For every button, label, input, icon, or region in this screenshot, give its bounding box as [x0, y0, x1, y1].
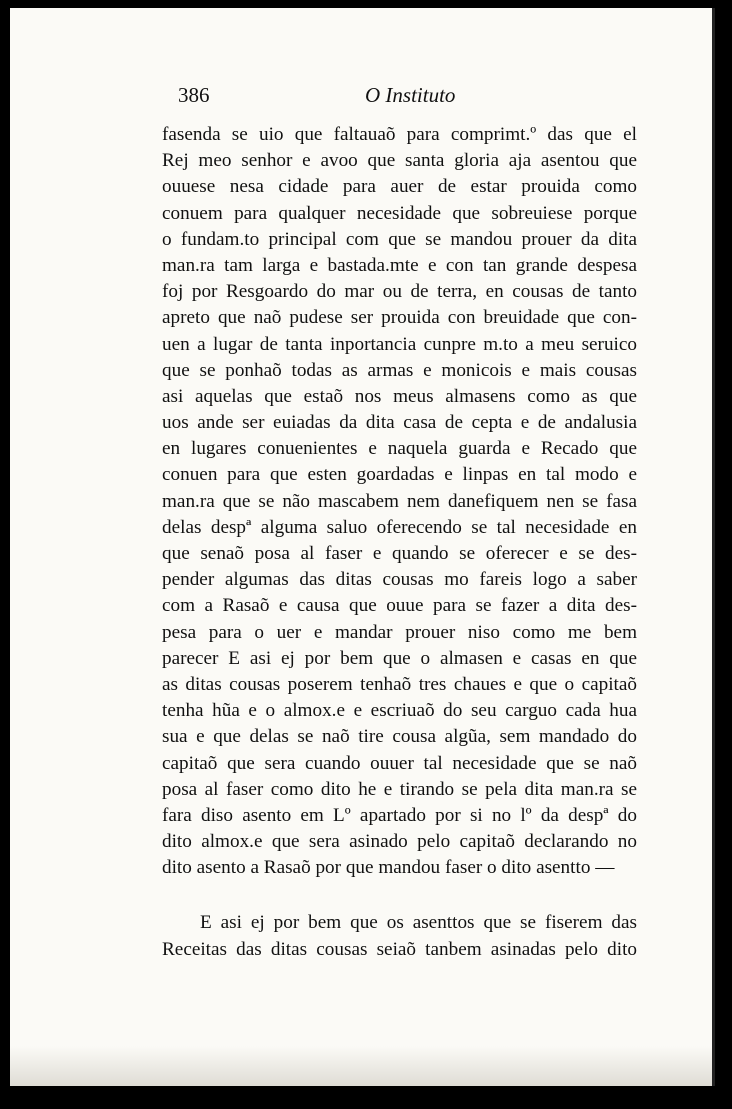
text-line: que senaõ posa al faser e quando se oferecer e se des-	[162, 543, 637, 564]
text-line: pesa para o uer e mandar prouer niso como me bem	[162, 621, 637, 643]
text-line: com a Rasaõ e causa que ouue para se fazer a dita des-	[162, 595, 637, 617]
text-line: uos ande ser euiadas da dita casa de cepta e de andalusia	[162, 412, 637, 434]
text-line: en lugares conuenientes e naquela guarda e Recado que	[162, 438, 637, 460]
text-line: Rej meo senhor e avoo que santa gloria aja asentou que	[162, 150, 637, 172]
text-line: man.ra que se não mascabem nem danefiquem nen se fasa	[162, 490, 637, 512]
text-line: posa al faser como dito he e tirando se pela dita man.ra se	[162, 778, 637, 800]
running-title: O Instituto	[365, 83, 456, 107]
text-line: Receitas das ditas cousas seiaõ tanbem asinadas pelo dito	[162, 938, 637, 960]
text-line: o fundam.to principal com que se mandou prouer da dita	[162, 228, 637, 250]
text-line: E asi ej por bem que os asenttos que se fiserem das	[200, 912, 637, 934]
text-line: asi aquelas que estaõ nos meus almasens como as que	[162, 385, 637, 407]
page-number: 386	[178, 83, 210, 107]
paragraph-1	[162, 122, 637, 881]
text-line: apreto que naõ pudese ser prouida con breuidade que con-	[162, 307, 637, 329]
text-line: as ditas cousas poserem tenhaõ tres chaues e que o capitaõ	[162, 673, 637, 695]
text-line: tenha hũa e o almox.e e escriuaõ do seu carguo cada hua	[162, 700, 637, 722]
text-line: conuem para qualquer necesidade que sobreuiese porque	[162, 202, 637, 224]
text-line: sua e que delas se naõ tire cousa algũa, sem mandado do	[162, 726, 637, 748]
text-line: uen a lugar de tanta inportancia cunpre m.to a meu seruico	[162, 333, 637, 355]
text-line: conuen para que esten goardadas e linpas en tal modo e	[162, 464, 637, 486]
text-line: fara diso asento em Lº apartado por si no lº da despª do	[162, 804, 637, 826]
text-line: fasenda se uio que faltauaõ para comprimt.º das que el	[162, 124, 637, 145]
text-line: dito almox.e que sera asinado pelo capitaõ declarando no	[162, 831, 637, 853]
text-line: foj por Resgoardo do mar ou de terra, en cousas de tanto	[162, 281, 637, 303]
paragraph-2	[162, 910, 637, 962]
page-header	[160, 78, 640, 108]
text-line: capitaõ que sera cuando ouuer tal necesidade que se naõ	[162, 752, 637, 774]
body-text	[162, 122, 637, 963]
text-line: ouuese nesa cidade para auer de estar prouida como	[162, 176, 637, 198]
paragraph-gap	[162, 881, 637, 910]
document-page	[10, 8, 715, 1086]
text-line: delas despª alguma saluo oferecendo se tal necesidade en	[162, 516, 637, 538]
text-line: parecer E asi ej por bem que o almasen e casas en que	[162, 647, 637, 669]
text-line: dito asento a Rasaõ por que mandou faser o dito asentto —	[162, 857, 615, 879]
text-line: man.ra tam larga e bastada.mte e con tan grande despesa	[162, 254, 637, 276]
text-line: pender algumas das ditas cousas mo fareis logo a saber	[162, 569, 637, 591]
text-line: que se ponhaõ todas as armas e monicois e mais cousas	[162, 359, 637, 381]
page-edge-shading	[10, 1046, 712, 1086]
